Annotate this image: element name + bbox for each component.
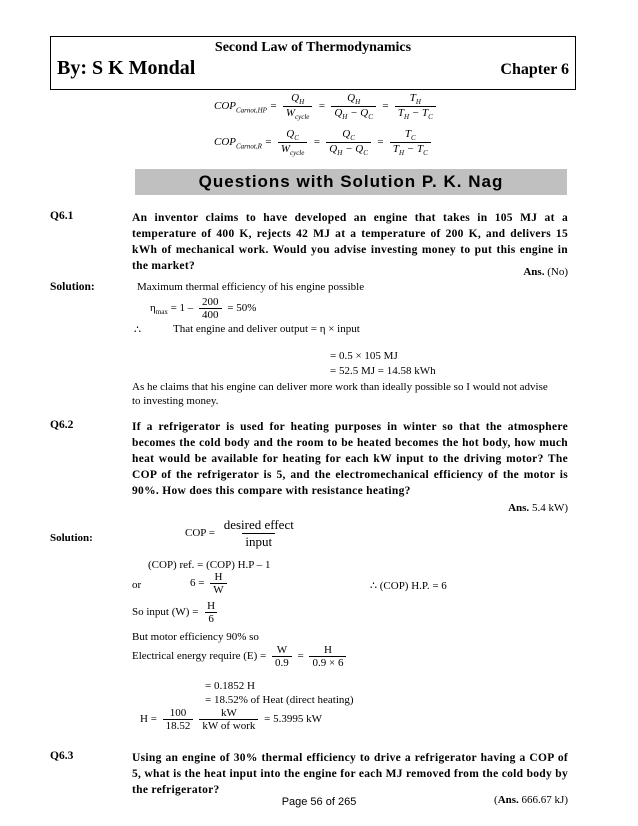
therefore-symbol: ∴: [134, 324, 141, 336]
page-number: Page 56 of 265: [281, 796, 357, 808]
question-text: If a refrigerator is used for heating purposes in winter so that the atmosphere becomes the cold body and the room to be heated becomes the hot body, how much heat would be available for heating for each kW input to the driving motor? The COP of the refrigerator is 5, and the electromechanical efficiency of the motor is 90%. How does this compare with resistance heating?: [132, 421, 568, 497]
question-text: An inventor claims to have developed an engine that takes in 105 MJ at a temperature of 400 K, rejects 42 MJ at a temperature of 200 K, and delivers 15 kWh of mechanical work. Would you advise investing money to put this engine in the market?: [132, 212, 568, 272]
answer: Ans. 5.4 kW): [508, 502, 568, 514]
or-label: or: [132, 579, 142, 591]
header-chapter: Chapter 6: [500, 61, 569, 78]
question-label: Q6.2: [50, 419, 74, 431]
solution-text: = 0.5 × 105 MJ: [330, 350, 398, 362]
header-box: [50, 36, 576, 90]
electrical-energy-formula: Electrical energy require (E) = $\frac{W}{0.9}$ = $\frac{H}{0.9 \times 6}$: [132, 644, 349, 669]
header-title: Second Law of Thermodynamics: [214, 40, 412, 55]
input-formula: So input (W) = $\frac{H}{6}$: [132, 600, 216, 625]
cop-ref-relation: (COP) ref. = (COP) H.P – 1: [148, 559, 271, 571]
question-label: Q6.1: [50, 210, 74, 222]
question-text: Using an engine of 30% thermal efficiency to drive a refrigerator having a COP of 5, what is the heat input into the engine for each MJ removed from the cold body by the refrigerator?: [132, 752, 568, 796]
solution-label: Solution:: [50, 281, 95, 293]
answer: Ans. (No): [523, 266, 568, 278]
solution-text: That engine and deliver output = η × input: [173, 323, 360, 335]
result-line: = 18.52% of Heat (direct heating): [205, 694, 354, 706]
solution-text: = 52.5 MJ = 14.58 kWh: [330, 365, 436, 377]
banner-title: Questions with Solution P. K. Nag: [198, 172, 504, 191]
formula-cop-hp: $COP_{Carnot,HP}$ = $\frac{Q_H}{W_{cycle}}$ = $\frac{Q_H}{Q_H - Q_C}$ = $\frac{T_H}{T_H - T_C}$: [214, 92, 439, 121]
efficiency-formula: $\eta_{max} = 1$ – $\frac{200}{400}$ = 50%: [150, 296, 257, 321]
heat-formula: H = $\frac{100}{18.52}$ $\frac{kW}{\text{kW of work}}$ = 5.3995 kW: [140, 707, 322, 732]
answer: (Ans. 666.67 kJ): [494, 794, 568, 806]
formula-cop-r: $COP_{Carnot,R}$ = $\frac{Q_C}{W_{cycle}}$ = $\frac{Q_C}{Q_H - Q_C}$ = $\frac{T_C}{T_H - T_C}$: [214, 128, 434, 157]
section-banner: [135, 169, 567, 195]
solution-label: Solution:: [50, 532, 93, 544]
cop-hp-value: ∴ (COP) H.P. = 6: [370, 580, 447, 592]
question-label: Q6.3: [50, 750, 74, 762]
motor-efficiency: But motor efficiency 90% so: [132, 631, 259, 643]
solution-text: Maximum thermal efficiency of his engine possible: [137, 281, 365, 293]
solution-conclusion: As he claims that his engine can deliver more work than ideally possible so I would not advise to investing money.: [132, 381, 548, 407]
result-line: = 0.1852 H: [205, 680, 255, 692]
six-formula: 6 = $\frac{H}{W}$: [190, 571, 230, 596]
cop-formula: COP = $\frac{\text{desired effect}}{\text{input}}$: [185, 517, 294, 549]
header-author: By: S K Mondal: [57, 57, 196, 79]
